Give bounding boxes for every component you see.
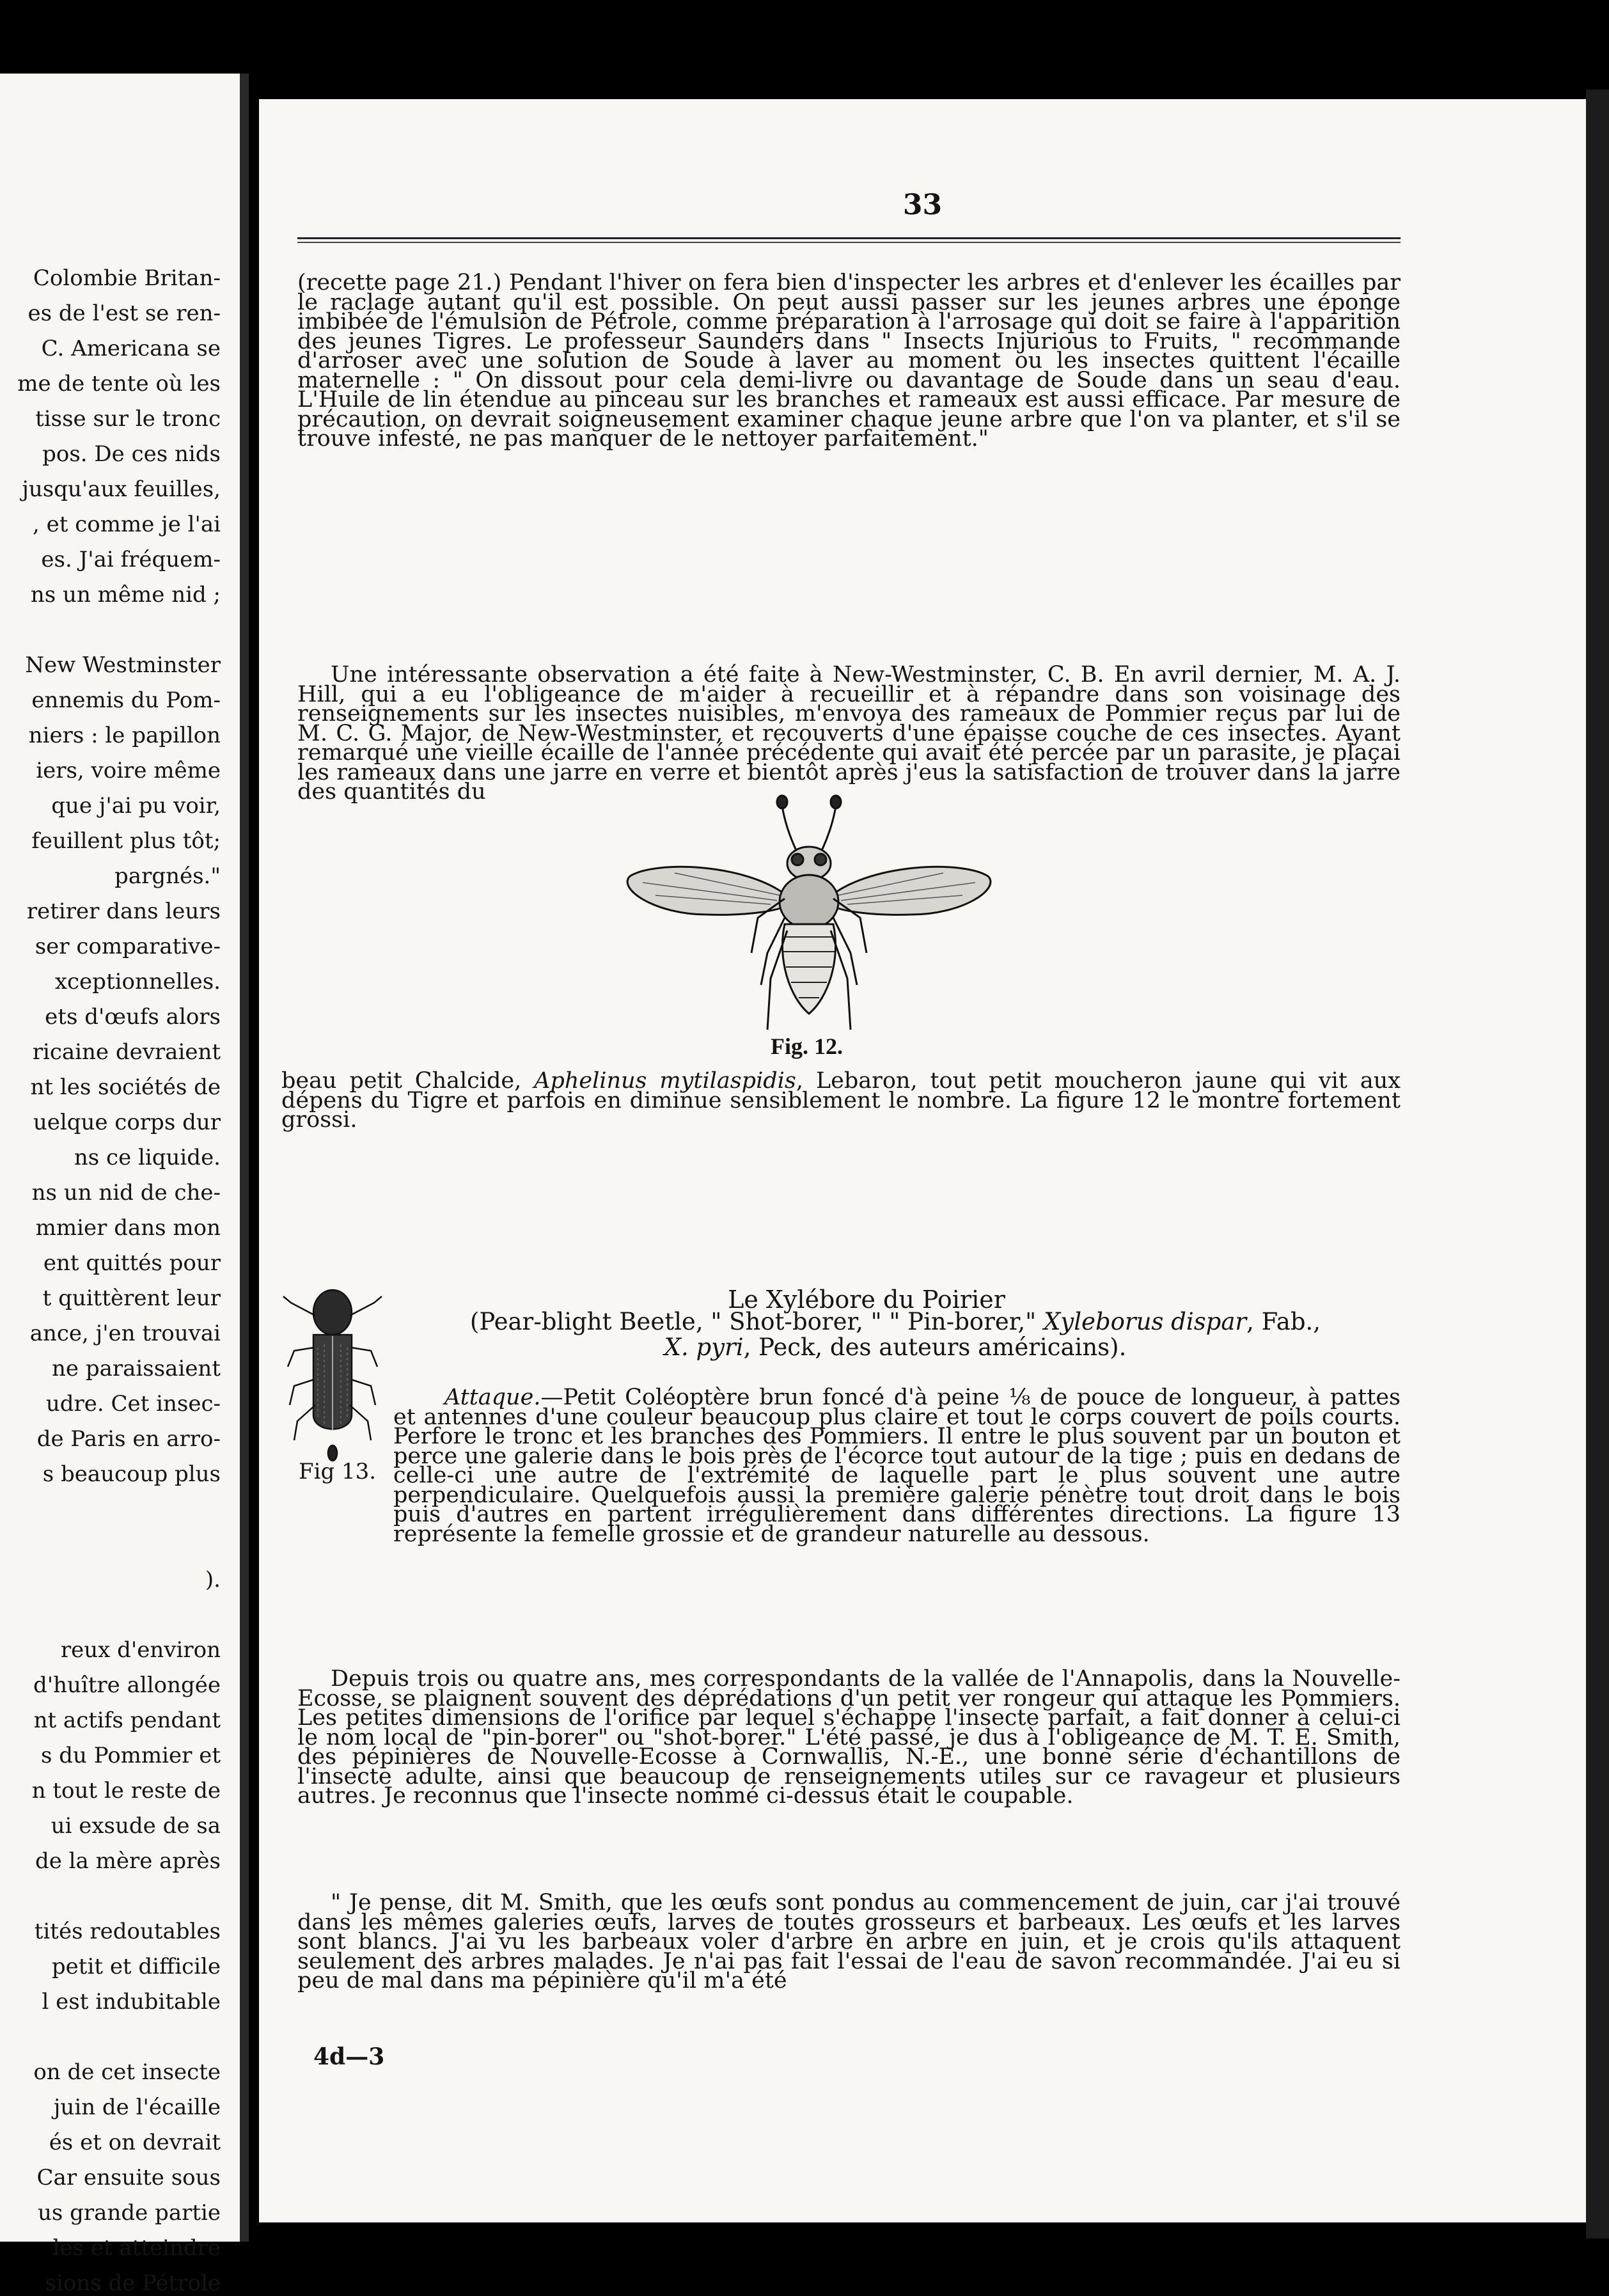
left-page-line: de la mère après xyxy=(35,1848,221,1874)
left-page-line: ). xyxy=(205,1567,221,1592)
section-subtitle xyxy=(304,1309,1487,1360)
text-span: , Fab., xyxy=(1246,1308,1321,1335)
left-page-line: d'huître allongée xyxy=(33,1672,221,1698)
left-page-line: s du Pommier et xyxy=(40,1743,221,1768)
left-page-line: pargnés." xyxy=(114,863,221,889)
left-page-line: udre. Cet insec- xyxy=(45,1391,221,1417)
species-name: Aphelinus mytilaspidis xyxy=(534,1068,796,1094)
page-number: 33 xyxy=(902,189,943,221)
left-page-line: sions de Pétrole xyxy=(45,2270,221,2296)
text-span: (Pear-blight Beetle, " Shot-borer, " " Pin-borer," xyxy=(469,1308,1044,1335)
left-page-line: xceptionnelles. xyxy=(54,969,221,995)
left-page-line: on de cet insecte xyxy=(33,2059,221,2085)
left-page-line: l est indubitable xyxy=(42,1989,221,2015)
left-page-line: ent quittés pour xyxy=(43,1250,221,1276)
left-page-line: iers, voire même xyxy=(36,758,221,783)
figure-13-caption: Fig 13. xyxy=(299,1459,377,1484)
left-page-line: juin de l'écaille xyxy=(53,2095,221,2120)
left-page-line: petit et difficile xyxy=(51,1954,221,1979)
left-page-line: t quittèrent leur xyxy=(42,1286,221,1311)
left-page-line: que j'ai pu voir, xyxy=(51,793,221,819)
main-page xyxy=(259,99,1586,2222)
paragraph-attaque-part1 xyxy=(393,1385,1401,1547)
attaque-label: Attaque. xyxy=(444,1385,541,1410)
chalcid-wasp-illustration xyxy=(617,793,1007,1036)
text-span: , Peck, des auteurs américains). xyxy=(743,1333,1127,1361)
paragraph-text xyxy=(281,1068,1401,1133)
left-page-line: és et on devrait xyxy=(49,2130,221,2155)
paragraph-annapolis xyxy=(297,1666,1401,1809)
left-page-line: de Paris en arro- xyxy=(36,1426,221,1452)
species-name: Xyleborus dispar xyxy=(1043,1308,1247,1335)
paragraph-chalcide xyxy=(281,1068,1401,1133)
left-page-line: us grande partie xyxy=(38,2200,221,2226)
species-name: X. pyri xyxy=(664,1333,744,1361)
page-edge-shadow xyxy=(1586,90,1609,2238)
left-page-line: ance, j'en trouvai xyxy=(29,1321,221,1346)
left-page-line: Car ensuite sous xyxy=(36,2165,221,2190)
left-page-line: ricaine devraient xyxy=(32,1039,221,1065)
left-page-line: n tout le reste de xyxy=(31,1778,221,1804)
left-page-line: ns ce liquide. xyxy=(74,1145,221,1170)
left-page-line: C. Americana se xyxy=(41,336,221,361)
figure-12-caption: Fig. 12. xyxy=(771,1034,843,1059)
left-page-line: s beaucoup plus xyxy=(42,1461,221,1487)
paragraph-text xyxy=(393,1385,1401,1547)
paragraph-text: Une intéressante observation a été faite à New-Westminster, C. B. En avril dernier, M. A. J. Hill, qui a eu l'obligeance de m'aider à recueillir et à répandre dans son voisinage des renseignements sur les insectes nuisibles, m'envoya des rameaux de Pommier reçus par lui de M. C. G. Major, de New-Westminster, et recouverts d'une épaisse couche de ces insectes. Ayant remarqué une vieille écaille de l'année précédente qui avait été percée par un parasite, je plaçai les rameaux dans une jarre en verre et bientôt après j'eus la satisfaction de trouver dans la jarre des quantités du xyxy=(297,662,1401,805)
section-title: Le Xylébore du Poirier xyxy=(728,1286,1005,1314)
paragraph-text: Depuis trois ou quatre ans, mes correspondants de la vallée de l'Annapolis, dans la Nouvelle-Ecosse, se plaignent souvent des déprédations d'un petit ver rongeur qui attaque les Pommiers. Les petites dimensions de l'orifice par lequel s'échappe l'insecte parfait, a fait donner à celui-ci le nom local de "pin-borer" ou "shot-borer." L'été passé, je dus à l'obligeance de M. T. E. Smith, des pépinières de Nouvelle-Ecosse à Cornwallis, N.-E., une bonne série d'échantillons de l'insecte adulte, ainsi que beaucoup de renseignements utiles sur ce ravageur et plusieurs autres. Je reconnus que l'insecte nommé ci-dessus était le coupable. xyxy=(297,1666,1401,1809)
text-span: , Lebaron, tout petit moucheron jaune qui vit aux dépens du Tigre et parfois en diminue sensiblement le nombre. La figure 12 le montre fortement grossi. xyxy=(281,1068,1401,1133)
left-page-line: es de l'est se ren- xyxy=(27,301,221,326)
left-page-line: ui exsude de sa xyxy=(51,1813,221,1839)
left-page-line: me de tente où les xyxy=(17,371,221,397)
paragraph-observation xyxy=(297,662,1401,805)
left-page-line: pos. De ces nids xyxy=(42,441,221,467)
left-page-line: nt les sociétés de xyxy=(30,1074,221,1100)
left-page-line: les et atteindre xyxy=(52,2235,221,2261)
text-span: —Petit Coléoptère brun foncé d'à peine ⅛ de pouce de longueur, à pattes et antennes d'une couleur beaucoup plus claire et tout le corps couvert de poils courts. Perfore le tronc et les branches des Pommiers. Il entre le plus souvent par un bouton et perce une galerie dans le bois près de l'écorce tout autour de la tige ; puis en dedans de celle-ci une autre de l'extrémité de laquelle part le plus souvent une autre perpendiculaire. Quelquefois aussi la première galerie pénètre tout droit dans le bois puis d'autres en partent irrégulièrement dans différentes directions. La figure 13 représente la femelle grossie et de grandeur naturelle au dessous. xyxy=(393,1385,1401,1547)
text-span: beau petit Chalcide, xyxy=(281,1068,535,1094)
left-facing-page xyxy=(0,74,249,2296)
paragraph-text: " Je pense, dit M. Smith, que les œufs sont pondus au commencement de juin, car j'ai trouvé dans les mêmes galeries œufs, larves de toutes grosseurs et barbeaux. Les œufs et les larves sont blancs. J'ai vu les barbeaux voler d'arbre en arbre en juin, et je crois qu'ils attaquent seulement des arbres malades. Je n'ai pas fait l'essai de l'eau de savon recommandée. J'ai eu si peu de mal dans ma pépinière qu'il m'a été xyxy=(297,1890,1401,1993)
left-page-line: ns un nid de che- xyxy=(31,1180,221,1206)
left-page-line: mmier dans mon xyxy=(35,1215,221,1241)
left-page-line: tisse sur le tronc xyxy=(35,406,221,432)
left-page-line: jusqu'aux feuilles, xyxy=(22,476,221,502)
left-page-line: feuillent plus tôt; xyxy=(31,828,221,854)
left-page-line: tités redoutables xyxy=(34,1919,221,1944)
left-page-line: New Westminster xyxy=(25,652,221,678)
beetle-illustration xyxy=(278,1277,387,1469)
paragraph-text: (recette page 21.) Pendant l'hiver on fera bien d'inspecter les arbres et d'enlever les écailles par le raclage autant qu'il est possible. On peut aussi passer sur les jeunes arbres une éponge imbibée de l'émulsion de Pétrole, comme préparation à l'arrosage qui doit se faire à l'apparition des jeunes Tigres. Le professeur Saunders dans " Insects Injurious to Fruits, " recommande d'arroser avec une solution de Soude à laver au moment ou les insectes quittent l'écaille maternelle : " On dissout pour cela demi-livre ou davantage de Soude dans un seau d'eau. L'Huile de lin étendue au pinceau sur les branches et rameaux est aussi efficace. Par mesure de précaution, on devrait soigneusement examiner chaque jeune arbre que l'on va planter, et s'il se trouve infesté, ne pas manquer de le nettoyer parfaitement." xyxy=(297,270,1401,452)
paragraph-smith xyxy=(297,1890,1401,1993)
left-page-line: uelque corps dur xyxy=(33,1110,221,1135)
left-page-line: Colombie Britan- xyxy=(33,265,221,291)
left-page-line: ser comparative- xyxy=(35,934,221,959)
left-page-line: reux d'environ xyxy=(60,1637,221,1663)
left-page-line: retirer dans leurs xyxy=(26,899,221,924)
left-page-line: ns un même nid ; xyxy=(30,582,221,608)
left-page-line: ennemis du Pom- xyxy=(31,688,221,713)
paragraph-recette xyxy=(297,270,1401,452)
left-page-line: es. J'ai fréquem- xyxy=(41,547,221,572)
signature-mark: 4d—3 xyxy=(313,2043,385,2070)
left-page-line: , et comme je l'ai xyxy=(33,512,221,537)
left-page-line: ets d'œufs alors xyxy=(45,1004,221,1030)
left-page-line: ne paraissaient xyxy=(52,1356,221,1381)
header-rule xyxy=(297,237,1401,243)
left-page-line: niers : le papillon xyxy=(28,723,221,748)
left-page-line: nt actifs pendant xyxy=(33,1708,221,1733)
